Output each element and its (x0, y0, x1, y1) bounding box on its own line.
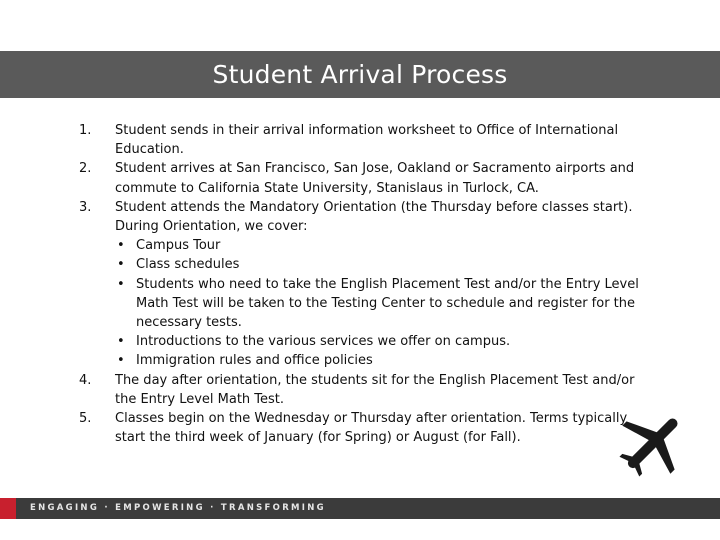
step-3 (0, 198, 720, 371)
bullet-item: • Students who need to take the English Placement Test and/or the Entry Level Math Test will be taken to the Testing Center to schedule and register for the necessary tests. (115, 275, 645, 333)
title-bar (0, 51, 720, 98)
step-number: 4. (79, 372, 92, 388)
orientation-topics (115, 236, 645, 370)
bullet-item: • Introductions to the various services we offer on campus. (115, 332, 645, 351)
bullet-item: • Class schedules (115, 255, 645, 274)
steps-list (0, 121, 720, 447)
step-2 (0, 159, 720, 197)
step-number: 1. (79, 123, 92, 138)
footer-accent (0, 498, 16, 519)
step-number: 5. (79, 411, 92, 427)
bullet-item: • Immigration rules and office policies (115, 351, 645, 370)
step-text: Student sends in their arrival information worksheet to Office of International Education. (115, 123, 619, 158)
step-text: Classes begin on the Wednesday or Thursday after orientation. Terms typically start the third week of January (for Spring) or August (for Fall). (115, 411, 628, 446)
footer-bar (0, 498, 720, 519)
airplane-icon (612, 408, 692, 480)
slide-title: Student Arrival Process (212, 60, 508, 89)
step-1 (0, 121, 720, 159)
step-4 (0, 371, 720, 409)
bullet-item: • Campus Tour (115, 236, 645, 255)
step-body (115, 198, 645, 371)
step-text: The day after orientation, the students sit for the English Placement Test and/or the Entry Level Math Test. (115, 372, 635, 407)
step-text: Student attends the Mandatory Orientation (the Thursday before classes start). During Orientation, we cover: (115, 199, 633, 235)
step-text: Student arrives at San Francisco, San Jose, Oakland or Sacramento airports and commute to California State University, Stanislaus in Turlock, CA. (115, 161, 635, 196)
step-number: 3. (79, 199, 92, 215)
footer-tagline: ENGAGING · EMPOWERING · TRANSFORMING (30, 503, 326, 513)
step-number: 2. (79, 161, 92, 177)
